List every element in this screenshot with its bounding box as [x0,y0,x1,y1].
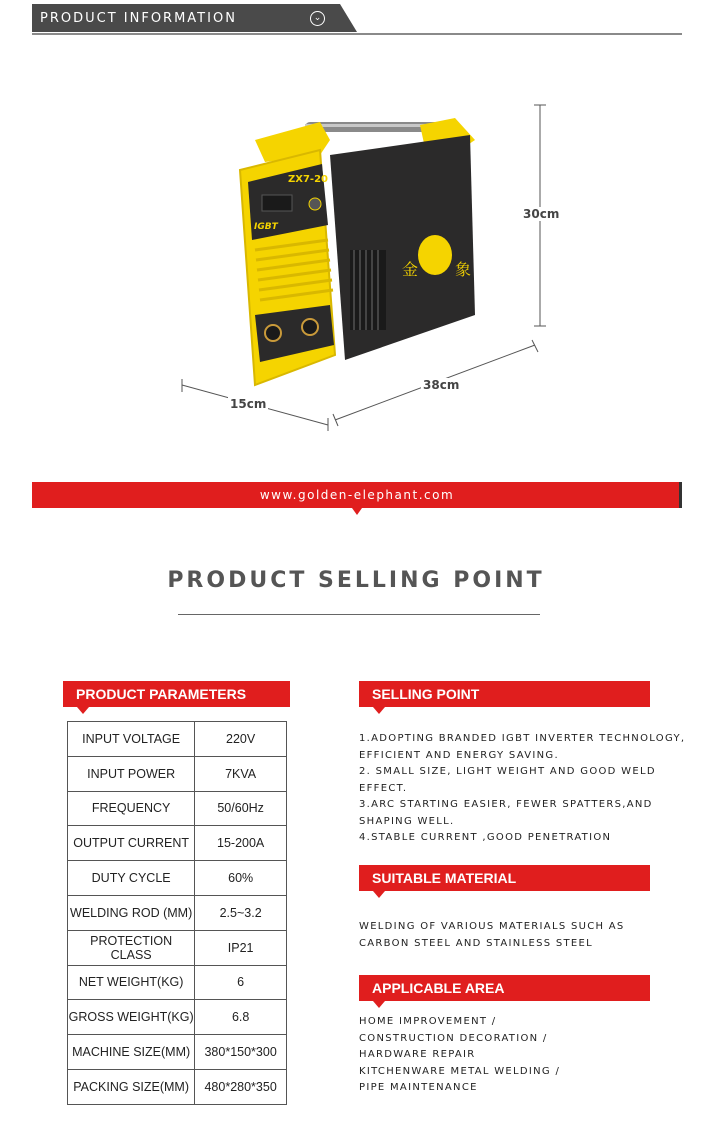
website-url[interactable]: www.golden-elephant.com [259,488,455,502]
param-value: 6.8 [195,1000,287,1035]
header-underline [32,33,682,35]
text-line: 4.STABLE CURRENT ,GOOD PENETRATION [359,832,612,843]
height-dimension: 30cm [523,207,560,221]
param-name: FREQUENCY [68,791,195,826]
table-row [68,1069,287,1104]
param-name: WELDING ROD (MM) [68,895,195,930]
table-row [68,826,287,861]
banner-end-mark [679,482,682,508]
param-value: 2.5~3.2 [195,895,287,930]
param-name: INPUT VOLTAGE [68,722,195,757]
selling-point-label: SELLING POINT [359,681,650,707]
display-screen [262,195,292,211]
text-line: CONSTRUCTION DECORATION / [359,1032,548,1044]
chevron-down-circle-icon[interactable]: ⌄ [310,11,325,26]
param-value: 60% [195,861,287,896]
website-banner [32,482,682,508]
param-value: 6 [195,965,287,1000]
text-line: WELDING OF VARIOUS MATERIALS SUCH AS [359,921,625,932]
negative-terminal [265,325,281,341]
param-value: 7KVA [195,756,287,791]
param-name: DUTY CYCLE [68,861,195,896]
table-row [68,1000,287,1035]
welder-product-image [170,100,570,440]
parameters-table [67,721,287,1105]
param-name: INPUT POWER [68,756,195,791]
param-name: NET WEIGHT(KG) [68,965,195,1000]
side-vent [350,250,386,330]
param-value: 15-200A [195,826,287,861]
length-dimension: 38cm [423,378,460,392]
param-name: GROSS WEIGHT(KG) [68,1000,195,1035]
suitable-material-label: SUITABLE MATERIAL [359,865,650,891]
text-line: CARBON STEEL AND STAINLESS STEEL [359,937,594,949]
param-value: IP21 [195,930,287,965]
table-row [68,930,287,965]
param-name: OUTPUT CURRENT [68,826,195,861]
model-label: ZX7-20 [288,174,328,185]
igbt-badge: IGBT [254,222,278,232]
table-row [68,861,287,896]
selling-point-text [359,731,685,847]
param-value: 220V [195,722,287,757]
table-row [68,791,287,826]
table-row [68,756,287,791]
text-line: PIPE MAINTENANCE [359,1082,478,1093]
param-name: MACHINE SIZE(MM) [68,1035,195,1070]
text-line: SHAPING WELL. [359,815,455,827]
text-line: EFFICIENT AND ENERGY SAVING. [359,749,559,761]
param-name: PROTECTION CLASS [68,930,195,965]
text-line: KITCHENWARE METAL WELDING / [359,1065,561,1077]
current-knob [309,198,321,210]
text-line: HOME IMPROVEMENT / [359,1016,497,1027]
table-row [68,1035,287,1070]
section-underline [178,614,540,615]
param-name: PACKING SIZE(MM) [68,1069,195,1104]
banner-notch [352,508,362,515]
text-line: 1.ADOPTING BRANDED IGBT INVERTER TECHNOLOGY, [359,733,686,744]
param-value: 480*280*350 [195,1069,287,1104]
width-dimension: 15cm [230,397,267,411]
text-line: 2. SMALL SIZE, LIGHT WEIGHT AND GOOD WELD [359,766,656,777]
svg-text:象: 象 [455,260,472,279]
table-row [68,965,287,1000]
table-row [68,722,287,757]
svg-text:金: 金 [402,260,419,279]
product-info-header [32,4,682,36]
positive-terminal [302,319,318,335]
section-title: PRODUCT SELLING POINT [167,568,545,593]
table-row [68,895,287,930]
applicable-area-text [359,1014,560,1097]
param-value: 380*150*300 [195,1035,287,1070]
parameters-label: PRODUCT PARAMETERS [63,681,290,707]
param-value: 50/60Hz [195,791,287,826]
header-title: PRODUCT INFORMATION [40,11,237,26]
suitable-material-text [359,919,625,952]
text-line: 3.ARC STARTING EASIER, FEWER SPATTERS,AND [359,799,653,810]
text-line: HARDWARE REPAIR [359,1049,476,1060]
applicable-area-label: APPLICABLE AREA [359,975,650,1001]
text-line: EFFECT. [359,782,408,794]
